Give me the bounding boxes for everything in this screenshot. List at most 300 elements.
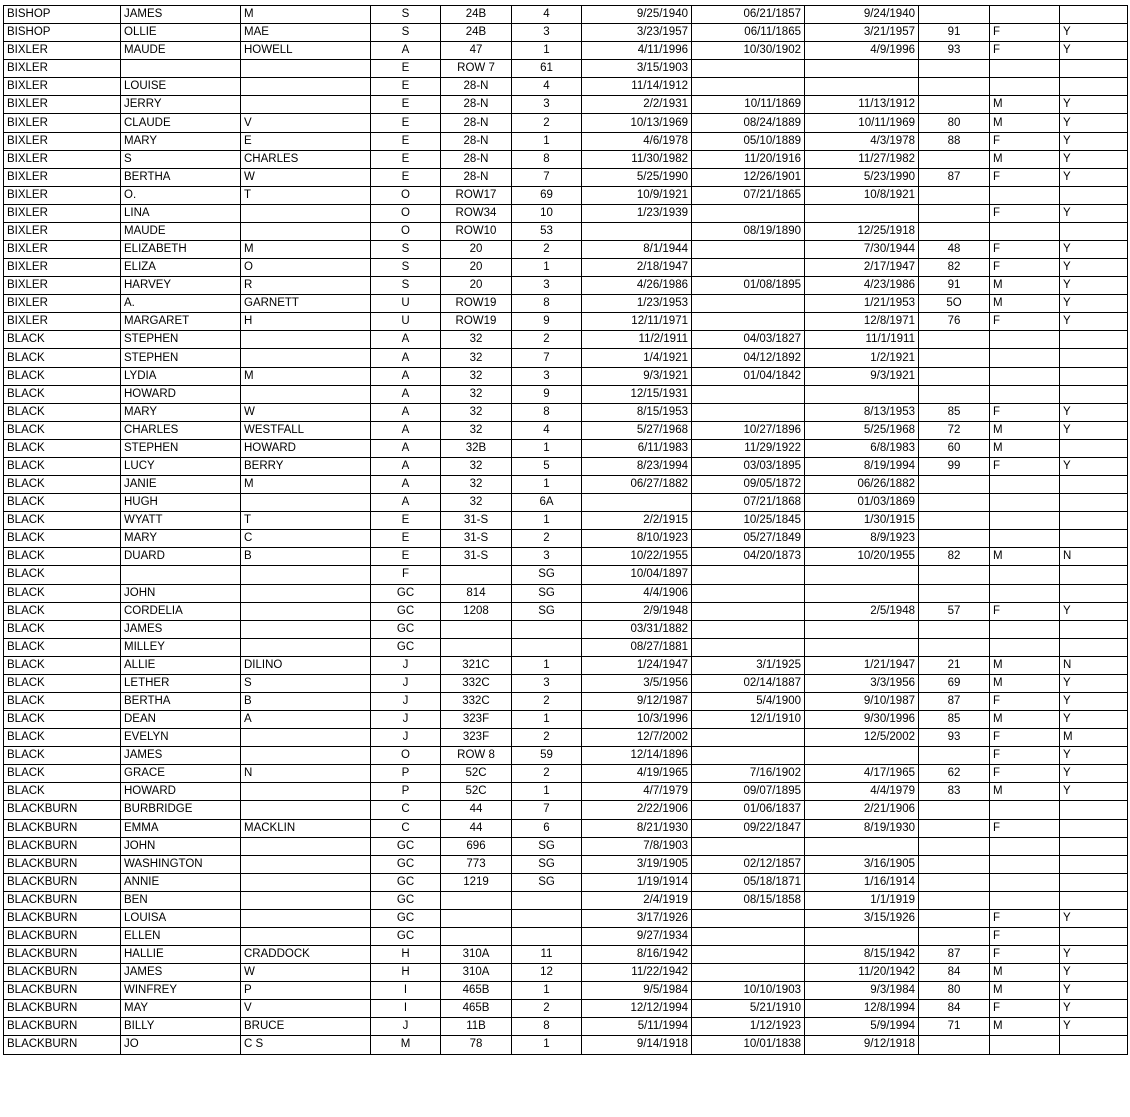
section-cell: A xyxy=(371,439,441,457)
flag-cell xyxy=(1060,584,1128,602)
middle-name-cell: T xyxy=(241,512,371,530)
last-name-cell: BLACKBURN xyxy=(4,837,121,855)
death-date-cell: 10/8/1921 xyxy=(805,186,919,204)
death-date-cell: 1/21/1947 xyxy=(805,656,919,674)
first-name-cell: MAUDE xyxy=(121,222,241,240)
lot-cell: 44 xyxy=(441,801,512,819)
sex-cell xyxy=(990,530,1060,548)
grave-cell: 4 xyxy=(512,78,582,96)
table-row xyxy=(4,638,1128,656)
birth-date-cell xyxy=(692,313,805,331)
flag-cell: Y xyxy=(1060,313,1128,331)
birth-date-cell: 08/24/1889 xyxy=(692,114,805,132)
section-cell: A xyxy=(371,403,441,421)
burial-date-cell: 4/19/1965 xyxy=(582,765,692,783)
flag-cell xyxy=(1060,530,1128,548)
sex-cell xyxy=(990,891,1060,909)
first-name-cell xyxy=(121,60,241,78)
burial-date-cell: 4/4/1906 xyxy=(582,584,692,602)
middle-name-cell xyxy=(241,855,371,873)
middle-name-cell: M xyxy=(241,6,371,24)
sex-cell: F xyxy=(990,927,1060,945)
burial-date-cell: 2/2/1915 xyxy=(582,512,692,530)
flag-cell: Y xyxy=(1060,24,1128,42)
lot-cell: 28-N xyxy=(441,96,512,114)
section-cell: A xyxy=(371,42,441,60)
age-cell: 85 xyxy=(919,403,990,421)
first-name-cell: WINFREY xyxy=(121,982,241,1000)
last-name-cell: BLACKBURN xyxy=(4,909,121,927)
burial-date-cell: 5/25/1990 xyxy=(582,168,692,186)
sex-cell: M xyxy=(990,964,1060,982)
table-row xyxy=(4,60,1128,78)
death-date-cell: 10/20/1955 xyxy=(805,548,919,566)
section-cell: P xyxy=(371,765,441,783)
sex-cell xyxy=(990,512,1060,530)
age-cell: 85 xyxy=(919,711,990,729)
birth-date-cell: 05/18/1871 xyxy=(692,873,805,891)
section-cell: J xyxy=(371,1018,441,1036)
last-name-cell: BIXLER xyxy=(4,96,121,114)
age-cell xyxy=(919,96,990,114)
birth-date-cell: 10/10/1903 xyxy=(692,982,805,1000)
grave-cell xyxy=(512,909,582,927)
birth-date-cell: 07/21/1865 xyxy=(692,186,805,204)
death-date-cell: 4/23/1986 xyxy=(805,277,919,295)
lot-cell xyxy=(441,909,512,927)
last-name-cell: BLACK xyxy=(4,439,121,457)
grave-cell: 2 xyxy=(512,692,582,710)
age-cell xyxy=(919,512,990,530)
birth-date-cell: 7/16/1902 xyxy=(692,765,805,783)
death-date-cell: 10/11/1969 xyxy=(805,114,919,132)
burial-date-cell: 1/19/1914 xyxy=(582,873,692,891)
grave-cell: 2 xyxy=(512,114,582,132)
death-date-cell xyxy=(805,638,919,656)
first-name-cell: BURBRIDGE xyxy=(121,801,241,819)
lot-cell: ROW19 xyxy=(441,313,512,331)
age-cell: 57 xyxy=(919,602,990,620)
middle-name-cell xyxy=(241,584,371,602)
death-date-cell: 5/9/1994 xyxy=(805,1018,919,1036)
birth-date-cell: 5/4/1900 xyxy=(692,692,805,710)
lot-cell: 11B xyxy=(441,1018,512,1036)
last-name-cell: BIXLER xyxy=(4,150,121,168)
lot-cell: 32 xyxy=(441,331,512,349)
flag-cell: Y xyxy=(1060,277,1128,295)
sex-cell xyxy=(990,78,1060,96)
lot-cell: 32 xyxy=(441,457,512,475)
burial-date-cell: 08/27/1881 xyxy=(582,638,692,656)
grave-cell: 1 xyxy=(512,982,582,1000)
flag-cell xyxy=(1060,367,1128,385)
flag-cell xyxy=(1060,78,1128,96)
birth-date-cell: 07/21/1868 xyxy=(692,494,805,512)
table-row xyxy=(4,855,1128,873)
first-name-cell: WYATT xyxy=(121,512,241,530)
birth-date-cell: 02/12/1857 xyxy=(692,855,805,873)
sex-cell xyxy=(990,385,1060,403)
grave-cell: 2 xyxy=(512,765,582,783)
burial-date-cell: 3/17/1926 xyxy=(582,909,692,927)
grave-cell: 59 xyxy=(512,747,582,765)
grave-cell: 61 xyxy=(512,60,582,78)
death-date-cell: 5/25/1968 xyxy=(805,421,919,439)
last-name-cell: BLACKBURN xyxy=(4,819,121,837)
grave-cell: 7 xyxy=(512,168,582,186)
last-name-cell: BISHOP xyxy=(4,24,121,42)
first-name-cell: LINA xyxy=(121,204,241,222)
section-cell: J xyxy=(371,711,441,729)
section-cell: J xyxy=(371,692,441,710)
last-name-cell: BIXLER xyxy=(4,259,121,277)
death-date-cell: 2/5/1948 xyxy=(805,602,919,620)
flag-cell xyxy=(1060,349,1128,367)
first-name-cell: MARY xyxy=(121,403,241,421)
grave-cell: SG xyxy=(512,602,582,620)
birth-date-cell: 09/07/1895 xyxy=(692,783,805,801)
last-name-cell: BIXLER xyxy=(4,186,121,204)
death-date-cell: 9/10/1987 xyxy=(805,692,919,710)
last-name-cell: BIXLER xyxy=(4,42,121,60)
sex-cell: F xyxy=(990,1000,1060,1018)
flag-cell: Y xyxy=(1060,259,1128,277)
first-name-cell: JO xyxy=(121,1036,241,1054)
middle-name-cell xyxy=(241,78,371,96)
flag-cell: Y xyxy=(1060,783,1128,801)
age-cell: 5O xyxy=(919,295,990,313)
sex-cell: F xyxy=(990,313,1060,331)
death-date-cell: 4/9/1996 xyxy=(805,42,919,60)
section-cell: S xyxy=(371,277,441,295)
lot-cell: 24B xyxy=(441,24,512,42)
last-name-cell: BLACK xyxy=(4,530,121,548)
lot-cell: 24B xyxy=(441,6,512,24)
flag-cell: Y xyxy=(1060,421,1128,439)
flag-cell: Y xyxy=(1060,964,1128,982)
flag-cell xyxy=(1060,494,1128,512)
first-name-cell: LOUISA xyxy=(121,909,241,927)
birth-date-cell: 08/19/1890 xyxy=(692,222,805,240)
sex-cell xyxy=(990,801,1060,819)
lot-cell: 28-N xyxy=(441,132,512,150)
first-name-cell: JAMES xyxy=(121,6,241,24)
death-date-cell xyxy=(805,60,919,78)
lot-cell: 20 xyxy=(441,259,512,277)
grave-cell: SG xyxy=(512,873,582,891)
flag-cell: Y xyxy=(1060,1018,1128,1036)
death-date-cell: 1/16/1914 xyxy=(805,873,919,891)
death-date-cell: 11/13/1912 xyxy=(805,96,919,114)
section-cell: A xyxy=(371,457,441,475)
flag-cell xyxy=(1060,222,1128,240)
table-row xyxy=(4,873,1128,891)
middle-name-cell xyxy=(241,96,371,114)
grave-cell xyxy=(512,927,582,945)
age-cell xyxy=(919,620,990,638)
lot-cell: 32 xyxy=(441,476,512,494)
birth-date-cell xyxy=(692,602,805,620)
lot-cell: 44 xyxy=(441,819,512,837)
birth-date-cell: 06/21/1857 xyxy=(692,6,805,24)
burial-date-cell: 10/9/1921 xyxy=(582,186,692,204)
section-cell: A xyxy=(371,421,441,439)
middle-name-cell: M xyxy=(241,476,371,494)
birth-date-cell: 03/03/1895 xyxy=(692,457,805,475)
sex-cell: F xyxy=(990,204,1060,222)
burial-date-cell: 4/7/1979 xyxy=(582,783,692,801)
sex-cell: F xyxy=(990,747,1060,765)
section-cell: A xyxy=(371,494,441,512)
last-name-cell: BIXLER xyxy=(4,204,121,222)
grave-cell: SG xyxy=(512,566,582,584)
first-name-cell: STEPHEN xyxy=(121,439,241,457)
grave-cell: 3 xyxy=(512,548,582,566)
section-cell: GC xyxy=(371,927,441,945)
sex-cell xyxy=(990,620,1060,638)
last-name-cell: BLACKBURN xyxy=(4,891,121,909)
table-row xyxy=(4,1018,1128,1036)
section-cell: E xyxy=(371,60,441,78)
burial-date-cell: 7/8/1903 xyxy=(582,837,692,855)
burial-date-cell: 9/5/1984 xyxy=(582,982,692,1000)
age-cell: 93 xyxy=(919,42,990,60)
middle-name-cell: BRUCE xyxy=(241,1018,371,1036)
lot-cell: ROW17 xyxy=(441,186,512,204)
section-cell: H xyxy=(371,964,441,982)
birth-date-cell: 10/11/1869 xyxy=(692,96,805,114)
age-cell: 87 xyxy=(919,946,990,964)
burial-date-cell: 12/15/1931 xyxy=(582,385,692,403)
grave-cell: 1 xyxy=(512,1036,582,1054)
flag-cell: Y xyxy=(1060,241,1128,259)
burial-date-cell: 5/11/1994 xyxy=(582,1018,692,1036)
birth-date-cell xyxy=(692,927,805,945)
birth-date-cell: 05/10/1889 xyxy=(692,132,805,150)
lot-cell: 696 xyxy=(441,837,512,855)
death-date-cell: 2/21/1906 xyxy=(805,801,919,819)
middle-name-cell xyxy=(241,349,371,367)
first-name-cell: EMMA xyxy=(121,819,241,837)
birth-date-cell: 10/27/1896 xyxy=(692,421,805,439)
sex-cell: M xyxy=(990,114,1060,132)
table-row xyxy=(4,385,1128,403)
middle-name-cell xyxy=(241,494,371,512)
grave-cell: 10 xyxy=(512,204,582,222)
lot-cell xyxy=(441,891,512,909)
flag-cell xyxy=(1060,1036,1128,1054)
table-row xyxy=(4,765,1128,783)
grave-cell: 2 xyxy=(512,331,582,349)
grave-cell: 7 xyxy=(512,349,582,367)
first-name-cell: GRACE xyxy=(121,765,241,783)
lot-cell: 52C xyxy=(441,765,512,783)
birth-date-cell: 02/14/1887 xyxy=(692,674,805,692)
sex-cell xyxy=(990,638,1060,656)
last-name-cell: BLACK xyxy=(4,548,121,566)
table-row xyxy=(4,1036,1128,1054)
death-date-cell xyxy=(805,78,919,96)
sex-cell xyxy=(990,186,1060,204)
middle-name-cell: P xyxy=(241,982,371,1000)
lot-cell: 20 xyxy=(441,241,512,259)
lot-cell: 78 xyxy=(441,1036,512,1054)
middle-name-cell xyxy=(241,783,371,801)
first-name-cell: ELLEN xyxy=(121,927,241,945)
last-name-cell: BIXLER xyxy=(4,277,121,295)
first-name-cell: S xyxy=(121,150,241,168)
grave-cell: SG xyxy=(512,855,582,873)
birth-date-cell xyxy=(692,204,805,222)
first-name-cell: BEN xyxy=(121,891,241,909)
lot-cell: 773 xyxy=(441,855,512,873)
last-name-cell: BIXLER xyxy=(4,78,121,96)
burial-date-cell: 2/4/1919 xyxy=(582,891,692,909)
section-cell: E xyxy=(371,530,441,548)
middle-name-cell xyxy=(241,385,371,403)
death-date-cell: 3/15/1926 xyxy=(805,909,919,927)
middle-name-cell: R xyxy=(241,277,371,295)
middle-name-cell: B xyxy=(241,548,371,566)
age-cell xyxy=(919,873,990,891)
first-name-cell: JAMES xyxy=(121,964,241,982)
first-name-cell: BERTHA xyxy=(121,168,241,186)
middle-name-cell: S xyxy=(241,674,371,692)
lot-cell: 52C xyxy=(441,783,512,801)
age-cell: 72 xyxy=(919,421,990,439)
death-date-cell: 12/8/1994 xyxy=(805,1000,919,1018)
age-cell: 93 xyxy=(919,729,990,747)
age-cell xyxy=(919,909,990,927)
section-cell: E xyxy=(371,168,441,186)
burial-date-cell: 9/14/1918 xyxy=(582,1036,692,1054)
middle-name-cell: MACKLIN xyxy=(241,819,371,837)
lot-cell: 323F xyxy=(441,711,512,729)
section-cell: GC xyxy=(371,855,441,873)
grave-cell: SG xyxy=(512,584,582,602)
lot-cell: ROW34 xyxy=(441,204,512,222)
table-row xyxy=(4,6,1128,24)
age-cell: 21 xyxy=(919,656,990,674)
table-row xyxy=(4,530,1128,548)
sex-cell: F xyxy=(990,259,1060,277)
table-row xyxy=(4,783,1128,801)
sex-cell: M xyxy=(990,674,1060,692)
death-date-cell: 6/8/1983 xyxy=(805,439,919,457)
first-name-cell: STEPHEN xyxy=(121,349,241,367)
sex-cell: M xyxy=(990,1018,1060,1036)
first-name-cell: HOWARD xyxy=(121,783,241,801)
middle-name-cell xyxy=(241,729,371,747)
birth-date-cell: 10/25/1845 xyxy=(692,512,805,530)
burial-date-cell xyxy=(582,494,692,512)
last-name-cell: BLACK xyxy=(4,367,121,385)
last-name-cell: BIXLER xyxy=(4,60,121,78)
sex-cell: F xyxy=(990,457,1060,475)
table-row xyxy=(4,512,1128,530)
table-row xyxy=(4,421,1128,439)
last-name-cell: BLACK xyxy=(4,403,121,421)
lot-cell: 32 xyxy=(441,494,512,512)
lot-cell: 32 xyxy=(441,349,512,367)
death-date-cell: 11/20/1942 xyxy=(805,964,919,982)
death-date-cell: 8/9/1923 xyxy=(805,530,919,548)
burial-date-cell: 1/23/1939 xyxy=(582,204,692,222)
first-name-cell: MARGARET xyxy=(121,313,241,331)
middle-name-cell: CRADDOCK xyxy=(241,946,371,964)
age-cell xyxy=(919,819,990,837)
grave-cell: 1 xyxy=(512,259,582,277)
age-cell xyxy=(919,747,990,765)
death-date-cell: 12/8/1971 xyxy=(805,313,919,331)
table-row xyxy=(4,78,1128,96)
burial-date-cell: 11/22/1942 xyxy=(582,964,692,982)
table-row xyxy=(4,96,1128,114)
first-name-cell: JAMES xyxy=(121,620,241,638)
table-row xyxy=(4,439,1128,457)
death-date-cell: 4/17/1965 xyxy=(805,765,919,783)
last-name-cell: BLACK xyxy=(4,349,121,367)
birth-date-cell: 12/26/1901 xyxy=(692,168,805,186)
grave-cell: 8 xyxy=(512,403,582,421)
birth-date-cell xyxy=(692,729,805,747)
lot-cell: 31-S xyxy=(441,512,512,530)
table-row xyxy=(4,927,1128,945)
death-date-cell xyxy=(805,385,919,403)
age-cell xyxy=(919,222,990,240)
sex-cell: F xyxy=(990,765,1060,783)
death-date-cell: 9/12/1918 xyxy=(805,1036,919,1054)
middle-name-cell xyxy=(241,873,371,891)
age-cell xyxy=(919,494,990,512)
sex-cell xyxy=(990,349,1060,367)
lot-cell: 28-N xyxy=(441,78,512,96)
burial-date-cell: 5/27/1968 xyxy=(582,421,692,439)
middle-name-cell: WESTFALL xyxy=(241,421,371,439)
flag-cell: N xyxy=(1060,656,1128,674)
age-cell xyxy=(919,186,990,204)
sex-cell: M xyxy=(990,295,1060,313)
grave-cell: 3 xyxy=(512,674,582,692)
burial-date-cell: 8/16/1942 xyxy=(582,946,692,964)
burial-date-cell: 8/15/1953 xyxy=(582,403,692,421)
section-cell: E xyxy=(371,150,441,168)
sex-cell: M xyxy=(990,783,1060,801)
age-cell xyxy=(919,837,990,855)
age-cell xyxy=(919,638,990,656)
burial-date-cell: 9/3/1921 xyxy=(582,367,692,385)
birth-date-cell: 05/27/1849 xyxy=(692,530,805,548)
burial-date-cell: 9/12/1987 xyxy=(582,692,692,710)
flag-cell xyxy=(1060,620,1128,638)
middle-name-cell xyxy=(241,566,371,584)
first-name-cell: MARY xyxy=(121,530,241,548)
flag-cell: Y xyxy=(1060,946,1128,964)
grave-cell: 4 xyxy=(512,6,582,24)
first-name-cell: CHARLES xyxy=(121,421,241,439)
last-name-cell: BLACK xyxy=(4,494,121,512)
middle-name-cell: W xyxy=(241,964,371,982)
burial-date-cell: 11/30/1982 xyxy=(582,150,692,168)
age-cell xyxy=(919,801,990,819)
table-row xyxy=(4,548,1128,566)
flag-cell xyxy=(1060,837,1128,855)
last-name-cell: BLACK xyxy=(4,711,121,729)
lot-cell xyxy=(441,927,512,945)
section-cell: GC xyxy=(371,909,441,927)
age-cell xyxy=(919,331,990,349)
lot-cell: 465B xyxy=(441,982,512,1000)
